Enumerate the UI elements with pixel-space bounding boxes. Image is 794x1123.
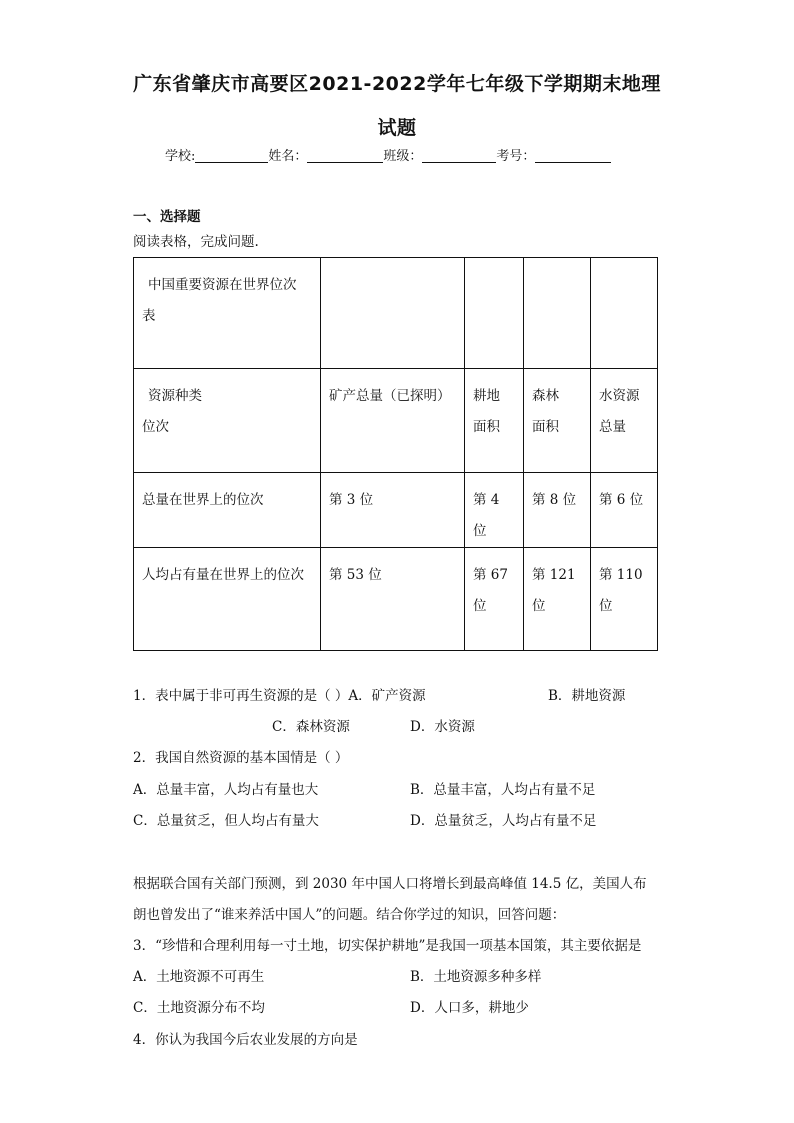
cell-value: 位 [599, 598, 613, 614]
cell-value: 第 67 [473, 567, 508, 583]
question-3-stem: 3．“珍惜和合理利用每一寸土地，切实保护耕地”是我国一项基本国策，其主要依据是 [133, 938, 642, 954]
class-blank [422, 148, 496, 163]
resource-rank-table [133, 257, 658, 651]
passage-line-1: 根据联合国有关部门预测，到 2030 年中国人口将增长到最高峰值 14.5 亿，美国人布 [133, 876, 647, 892]
question-3-option-d: D．人口多，耕地少 [410, 1000, 529, 1016]
table-title-cell [134, 258, 321, 369]
cell-value: 第 4 位 [473, 492, 500, 539]
question-1-option-d: D．水资源 [410, 719, 475, 735]
table-cell [591, 548, 658, 651]
cell-value: 位 [532, 598, 546, 614]
question-1-option-c: C．森林资源 [272, 719, 350, 735]
question-2-option-c: C．总量贫乏，但人均占有量大 [133, 813, 319, 829]
question-1-stem: 1．表中属于非可再生资源的是（ ）A．矿产资源 [133, 688, 426, 704]
row-label: 总量在世界上的位次 [142, 492, 264, 508]
section-intro: 阅读表格，完成问题. [133, 234, 259, 250]
table-cell [321, 548, 465, 651]
question-4-stem: 4．你认为我国今后农业发展的方向是 [133, 1032, 358, 1048]
school-blank [195, 148, 268, 163]
column-header-water [591, 369, 658, 473]
table-title-line1: 中国重要资源在世界位次 [148, 277, 297, 293]
column-header-text: 矿产总量（已探明） [329, 388, 451, 404]
page-title-continued: 试题 [377, 117, 417, 139]
cell-value: 第 53 位 [329, 567, 382, 583]
table-empty-cell [591, 258, 658, 369]
table-row [134, 473, 658, 548]
table-cell [321, 473, 465, 548]
table-empty-cell [465, 258, 524, 369]
table-cell [465, 473, 524, 548]
page-title: 广东省肇庆市高要区2021-2022学年七年级下学期期末地理 [133, 73, 661, 95]
table-cell [524, 473, 591, 548]
student-info-line [165, 145, 611, 164]
column-header-text: 总量 [599, 419, 626, 435]
section-heading: 一、选择题 [133, 209, 201, 225]
column-header-text: 耕地 [473, 388, 500, 404]
question-3-option-c: C．土地资源分布不均 [133, 1000, 265, 1016]
column-header-text: 森林 [532, 388, 559, 404]
table-header-row [134, 369, 658, 473]
cell-value: 第 6 位 [599, 492, 644, 508]
table-header-label-cell [134, 369, 321, 473]
table-cell [524, 548, 591, 651]
cell-value: 第 8 位 [532, 492, 577, 508]
school-label: 学校: [165, 149, 196, 164]
cell-value: 第 3 位 [329, 492, 374, 508]
question-3-option-a: A．土地资源不可再生 [133, 969, 265, 985]
table-row [134, 548, 658, 651]
cell-value: 第 121 [532, 567, 576, 583]
column-header-text: 面积 [473, 419, 500, 435]
name-label: 姓名： [268, 149, 308, 164]
column-header-text: 水资源 [599, 388, 640, 404]
column-header-mineral [321, 369, 465, 473]
column-header-forest [524, 369, 591, 473]
row-label: 人均占有量在世界上的位次 [142, 567, 304, 583]
name-blank [307, 148, 383, 163]
column-header-farmland [465, 369, 524, 473]
cell-value: 第 110 [599, 567, 643, 583]
column-header-text: 面积 [532, 419, 559, 435]
table-title-row [134, 258, 658, 369]
question-1-option-b: B．耕地资源 [548, 688, 626, 704]
row-label-cell [134, 548, 321, 651]
table-empty-cell [524, 258, 591, 369]
question-2-stem: 2．我国自然资源的基本国情是（ ） [133, 750, 349, 766]
class-label: 班级： [383, 149, 423, 164]
question-2-option-b: B．总量丰富，人均占有量不足 [410, 782, 596, 798]
cell-value: 位 [473, 598, 487, 614]
table-empty-cell [321, 258, 465, 369]
row-label-cell [134, 473, 321, 548]
passage-line-2: 朗也曾发出了“谁来养活中国人”的问题。结合你学过的知识，回答问题： [133, 907, 566, 923]
table-cell [465, 548, 524, 651]
exam-number-label: 考号： [496, 149, 536, 164]
header-label-line1: 资源种类 [148, 388, 202, 404]
question-2-option-d: D．总量贫乏，人均占有量不足 [410, 813, 597, 829]
exam-number-blank [535, 148, 611, 163]
table-title-line2: 表 [142, 308, 156, 324]
question-2-option-a: A．总量丰富，人均占有量也大 [133, 782, 319, 798]
header-label-line2: 位次 [142, 419, 169, 435]
table-cell [591, 473, 658, 548]
question-3-option-b: B．土地资源多种多样 [410, 969, 542, 985]
